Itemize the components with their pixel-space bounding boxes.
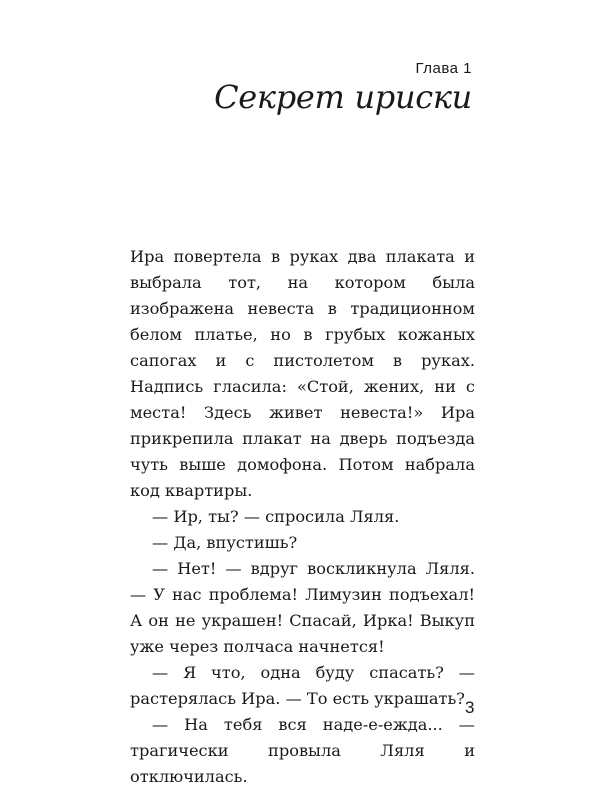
- chapter-label: Глава 1: [415, 60, 472, 77]
- chapter-body: [130, 244, 475, 790]
- paragraph: Ира повертела в руках два плаката и выбрала тот, на котором была изображена невеста в традиционном белом платье, но в грубых кожаных сапогах и с пистолетом в руках. Надпись гласила: «Стой, жених, ни с места! Здесь живет невеста!» Ира прикрепила плакат на дверь подъезда чуть выше домофона. Потом набрала код квартиры.: [130, 247, 475, 500]
- paragraph: — На тебя вся наде-е-ежда... — трагически провыла Ляля и отключилась.: [130, 715, 475, 786]
- paragraph: — Нет! — вдруг воскликнула Ляля. — У нас проблема! Лимузин подъехал! А он не украшен! Спасай, Ирка! Выкуп уже через полчаса начнется!: [130, 559, 475, 656]
- page-number: 3: [465, 698, 475, 717]
- chapter-title: Секрет ириски: [214, 78, 472, 116]
- paragraph: — Я что, одна буду спасать? — растерялась Ира. — То есть украшать?: [130, 663, 475, 708]
- paragraph: — Ир, ты? — спросила Ляля.: [152, 507, 400, 526]
- paragraph: — Да, впустишь?: [152, 533, 298, 552]
